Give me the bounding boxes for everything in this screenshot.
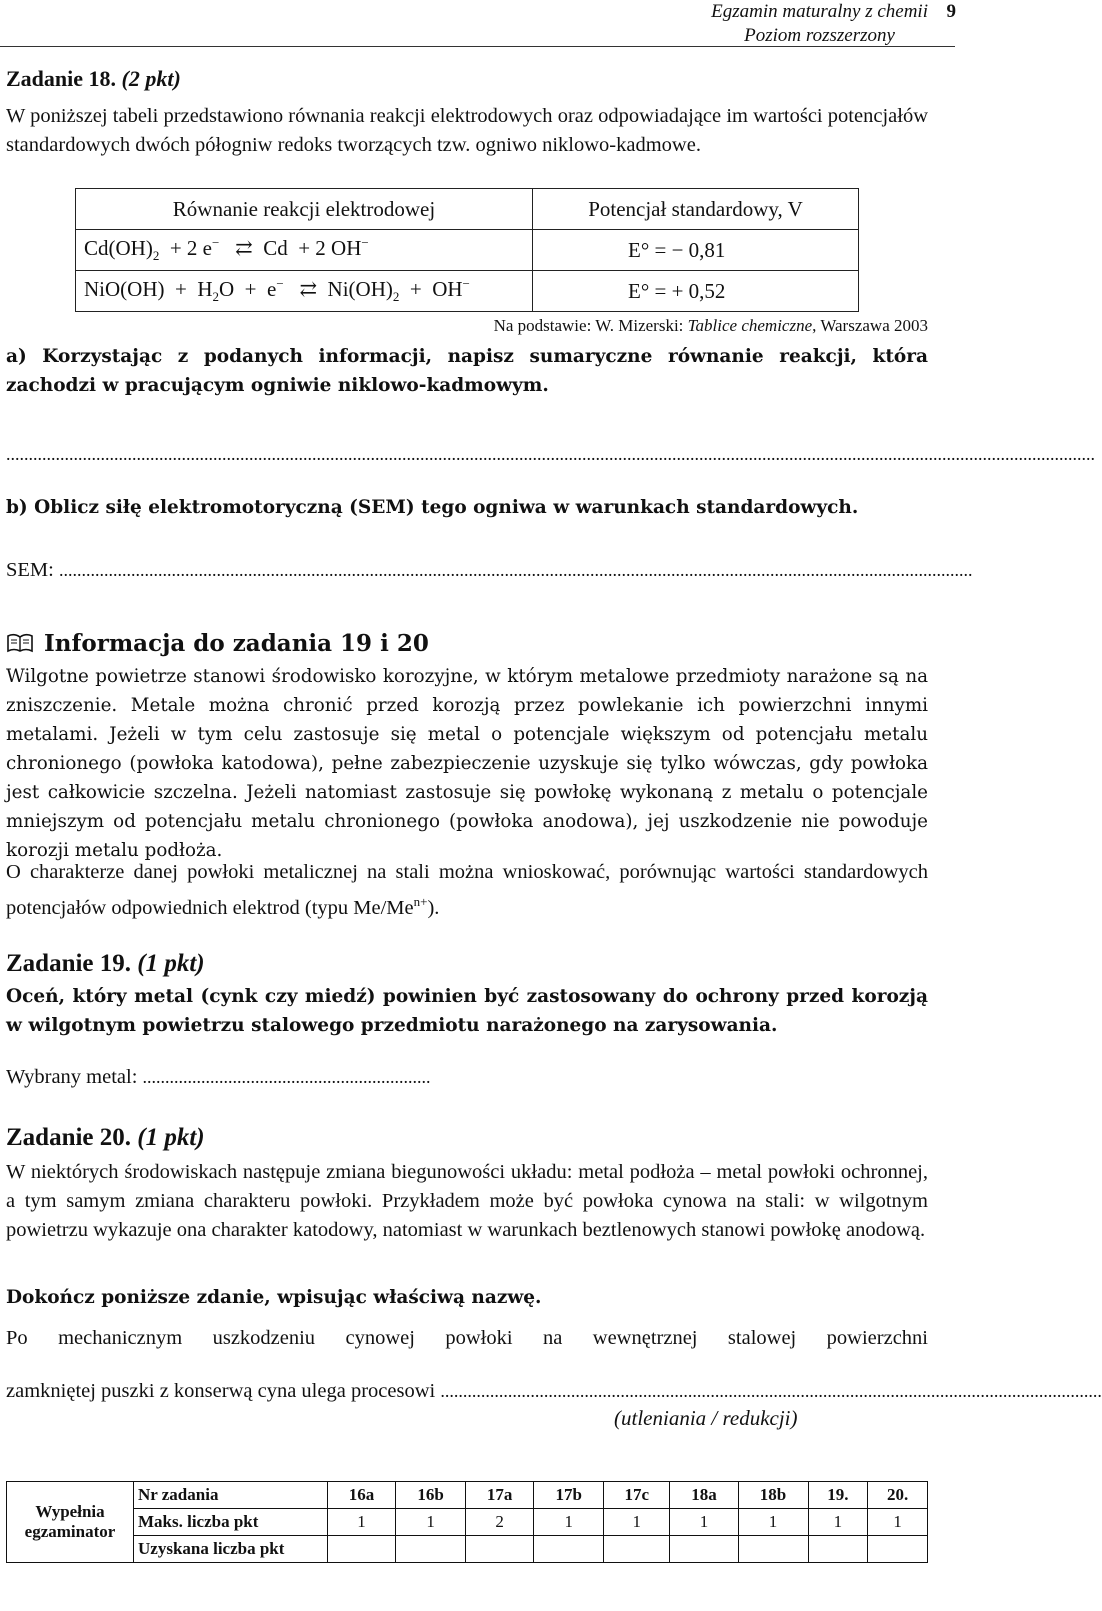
score-task-cell: 18b <box>738 1482 808 1509</box>
task19-title-text: Zadanie 19. <box>6 950 132 977</box>
score-examiner-label-2: egzaminator <box>24 1522 116 1541</box>
score-row-label-max: Maks. liczba pkt <box>134 1509 328 1536</box>
sem-answer[interactable] <box>6 559 973 582</box>
score-examiner-cell <box>7 1482 134 1563</box>
page-number: 9 <box>946 1 956 22</box>
task19-title <box>6 950 205 978</box>
task20-instruction: Dokończ poniższe zdanie, wpisując właściwą nazwę. <box>6 1287 542 1308</box>
task20-sentence-line1: Po mechanicznym uszkodzeniu cynowej powłoki na wewnętrznej stalowej powierzchni <box>6 1327 928 1349</box>
score-earned-cell[interactable] <box>396 1536 466 1563</box>
score-earned-cell[interactable] <box>604 1536 670 1563</box>
info-p2-text: O charakterze danej powłoki metalicznej na stali można wnioskować, porównując wartości standardowych potencjałów odpowiednich elektrod (typu Me/Me <box>6 861 928 919</box>
equation-cadmium: $Cd(OH)_2 + 2$ e− ⇄ Cd + 2 OH− <box>76 230 533 271</box>
score-earned-cell[interactable] <box>466 1536 534 1563</box>
info-title: Informacja do zadania 19 i 20 <box>44 630 429 657</box>
score-task-cell: 17c <box>604 1482 670 1509</box>
task20-title <box>6 1124 205 1152</box>
chosen-metal-answer[interactable] <box>6 1066 431 1089</box>
equation-nickel: $NiO(OH) + H_2O + e^-$ ⇄ $Ni(OH)_2 + OH^-$ <box>76 271 533 312</box>
potential-cadmium: E° = − 0,81 <box>533 230 859 271</box>
score-task-cell: 17b <box>534 1482 604 1509</box>
task18-intro: W poniższej tabeli przedstawiono równania reakcji elektrodowych oraz odpowiadające im wartości potencjałów standardowych dwóch półogniw redoks tworzących tzw. ogniwo niklowo-kadmowe. <box>6 105 928 156</box>
source-suffix: , Warszawa 2003 <box>812 316 928 335</box>
header-level: Poziom rozszerzony <box>744 25 895 46</box>
score-task-cell: 20. <box>868 1482 928 1509</box>
score-earned-cell[interactable] <box>534 1536 604 1563</box>
info-heading <box>6 630 429 657</box>
table-header-equation: Równanie reakcji elektrodowej <box>76 189 533 230</box>
task18-points: (2 pkt) <box>121 66 181 91</box>
sem-label: SEM: <box>6 559 59 581</box>
score-earned-cell[interactable] <box>808 1536 868 1563</box>
score-max-cell: 1 <box>396 1509 466 1536</box>
electrode-table <box>75 188 859 312</box>
score-earned-cell[interactable] <box>868 1536 928 1563</box>
score-task-cell: 17a <box>466 1482 534 1509</box>
score-max-cell: 1 <box>738 1509 808 1536</box>
score-earned-cell[interactable] <box>670 1536 738 1563</box>
info-paragraph-1: Wilgotne powietrze stanowi środowisko korozyjne, w którym metalowe przedmioty narażone są na zniszczenie. Metale można chronić przed korozją przez powlekanie ich powierzchni innymi metalami. Jeżeli w tym celu zastosuje się metal o potencjale większym od potencjału metalu chronionego (powłoka katodowa), pełne zabezpieczenie uzyskuje się tylko wówczas, gdy powłoka jest całkowicie szczelna. Jeżeli natomiast zastosuje się powłokę wykonaną z metalu o potencjale mniejszym od potencjału metalu chronionego (powłoka anodowa), jej uszkodzenie nie powoduje korozji metalu podłoża. <box>6 666 928 861</box>
task20-points: (1 pkt) <box>137 1124 205 1151</box>
task20-dots: ................................................................................................................................................... <box>440 1381 1102 1401</box>
task18a-answer-line[interactable]: .................................................................................................................................................................................................................................................. <box>6 444 1095 464</box>
score-max-cell: 1 <box>328 1509 396 1536</box>
task20-options: (utleniania / redukcji) <box>614 1406 798 1430</box>
score-max-cell: 1 <box>808 1509 868 1536</box>
book-icon <box>6 632 34 652</box>
task19-points: (1 pkt) <box>137 950 205 977</box>
task18-title <box>6 66 181 92</box>
score-max-cell: 1 <box>670 1509 738 1536</box>
page-header <box>711 0 956 48</box>
table-header-potential: Potencjał standardowy, V <box>533 189 859 230</box>
score-max-cell: 1 <box>534 1509 604 1536</box>
score-task-cell: 16b <box>396 1482 466 1509</box>
task18-title-text: Zadanie 18. <box>6 66 117 91</box>
sem-dots: ........................................................................................................................................................................................................... <box>58 560 973 580</box>
score-max-cell: 2 <box>466 1509 534 1536</box>
score-task-cell: 16a <box>328 1482 396 1509</box>
score-examiner-label-1: Wypełnia <box>35 1502 105 1521</box>
score-task-cell: 18a <box>670 1482 738 1509</box>
info-paragraph-2: O charakterze danej powłoki metalicznej na stali można wnioskować, porównując wartości standardowych potencjałów odpowiednich elektrod (typu $Me/Me^{n+}$). <box>6 861 928 919</box>
task20-sentence-line2: zamkniętej puszki z konserwą cyna ulega procesowi <box>6 1380 441 1402</box>
task19-question: Oceń, który metal (cynk czy miedź) powinien być zastosowany do ochrony przed korozją w wilgotnym powietrzu stalowego przedmiotu narażonego na zarysowania. <box>6 986 928 1036</box>
score-max-cell: 1 <box>604 1509 670 1536</box>
task20-intro: W niektórych środowiskach następuje zmiana biegunowości układu: metal podłoża – metal powłoki ochronnej, a tym samym zmiana charakteru powłoki. Przykładem może być powłoka cynowa na stali: w wilgotnym powietrzu wykazuje ona charakter katodowy, natomiast w warunkach beztlenowych stanowi powłokę anodową. <box>6 1161 928 1241</box>
source-title: Tablice chemiczne <box>687 316 813 335</box>
score-max-cell: 1 <box>868 1509 928 1536</box>
source-prefix: Na podstawie: W. Mizerski: <box>493 316 688 335</box>
score-earned-cell[interactable] <box>738 1536 808 1563</box>
header-divider <box>0 46 955 47</box>
chosen-metal-dots: ................................................................ <box>142 1067 431 1087</box>
task20-answer[interactable] <box>6 1380 1102 1403</box>
score-row-label-earned: Uzyskana liczba pkt <box>134 1536 328 1563</box>
potential-nickel: E° = + 0,52 <box>533 271 859 312</box>
score-table <box>6 1481 928 1563</box>
score-task-cell: 19. <box>808 1482 868 1509</box>
task18a-question: a) Korzystając z podanych informacji, napisz sumaryczne równanie reakcji, która zachodzi w pracującym ogniwie niklowo-kadmowym. <box>6 346 928 396</box>
score-earned-cell[interactable] <box>328 1536 396 1563</box>
header-exam-title: Egzamin maturalny z chemii <box>711 1 928 22</box>
table-source <box>494 316 928 336</box>
task18b-question: b) Oblicz siłę elektromotoryczną (SEM) tego ogniwa w warunkach standardowych. <box>6 497 859 518</box>
chosen-metal-label: Wybrany metal: <box>6 1066 143 1088</box>
score-row-label-task: Nr zadania <box>134 1482 328 1509</box>
task20-title-text: Zadanie 20. <box>6 1124 132 1151</box>
